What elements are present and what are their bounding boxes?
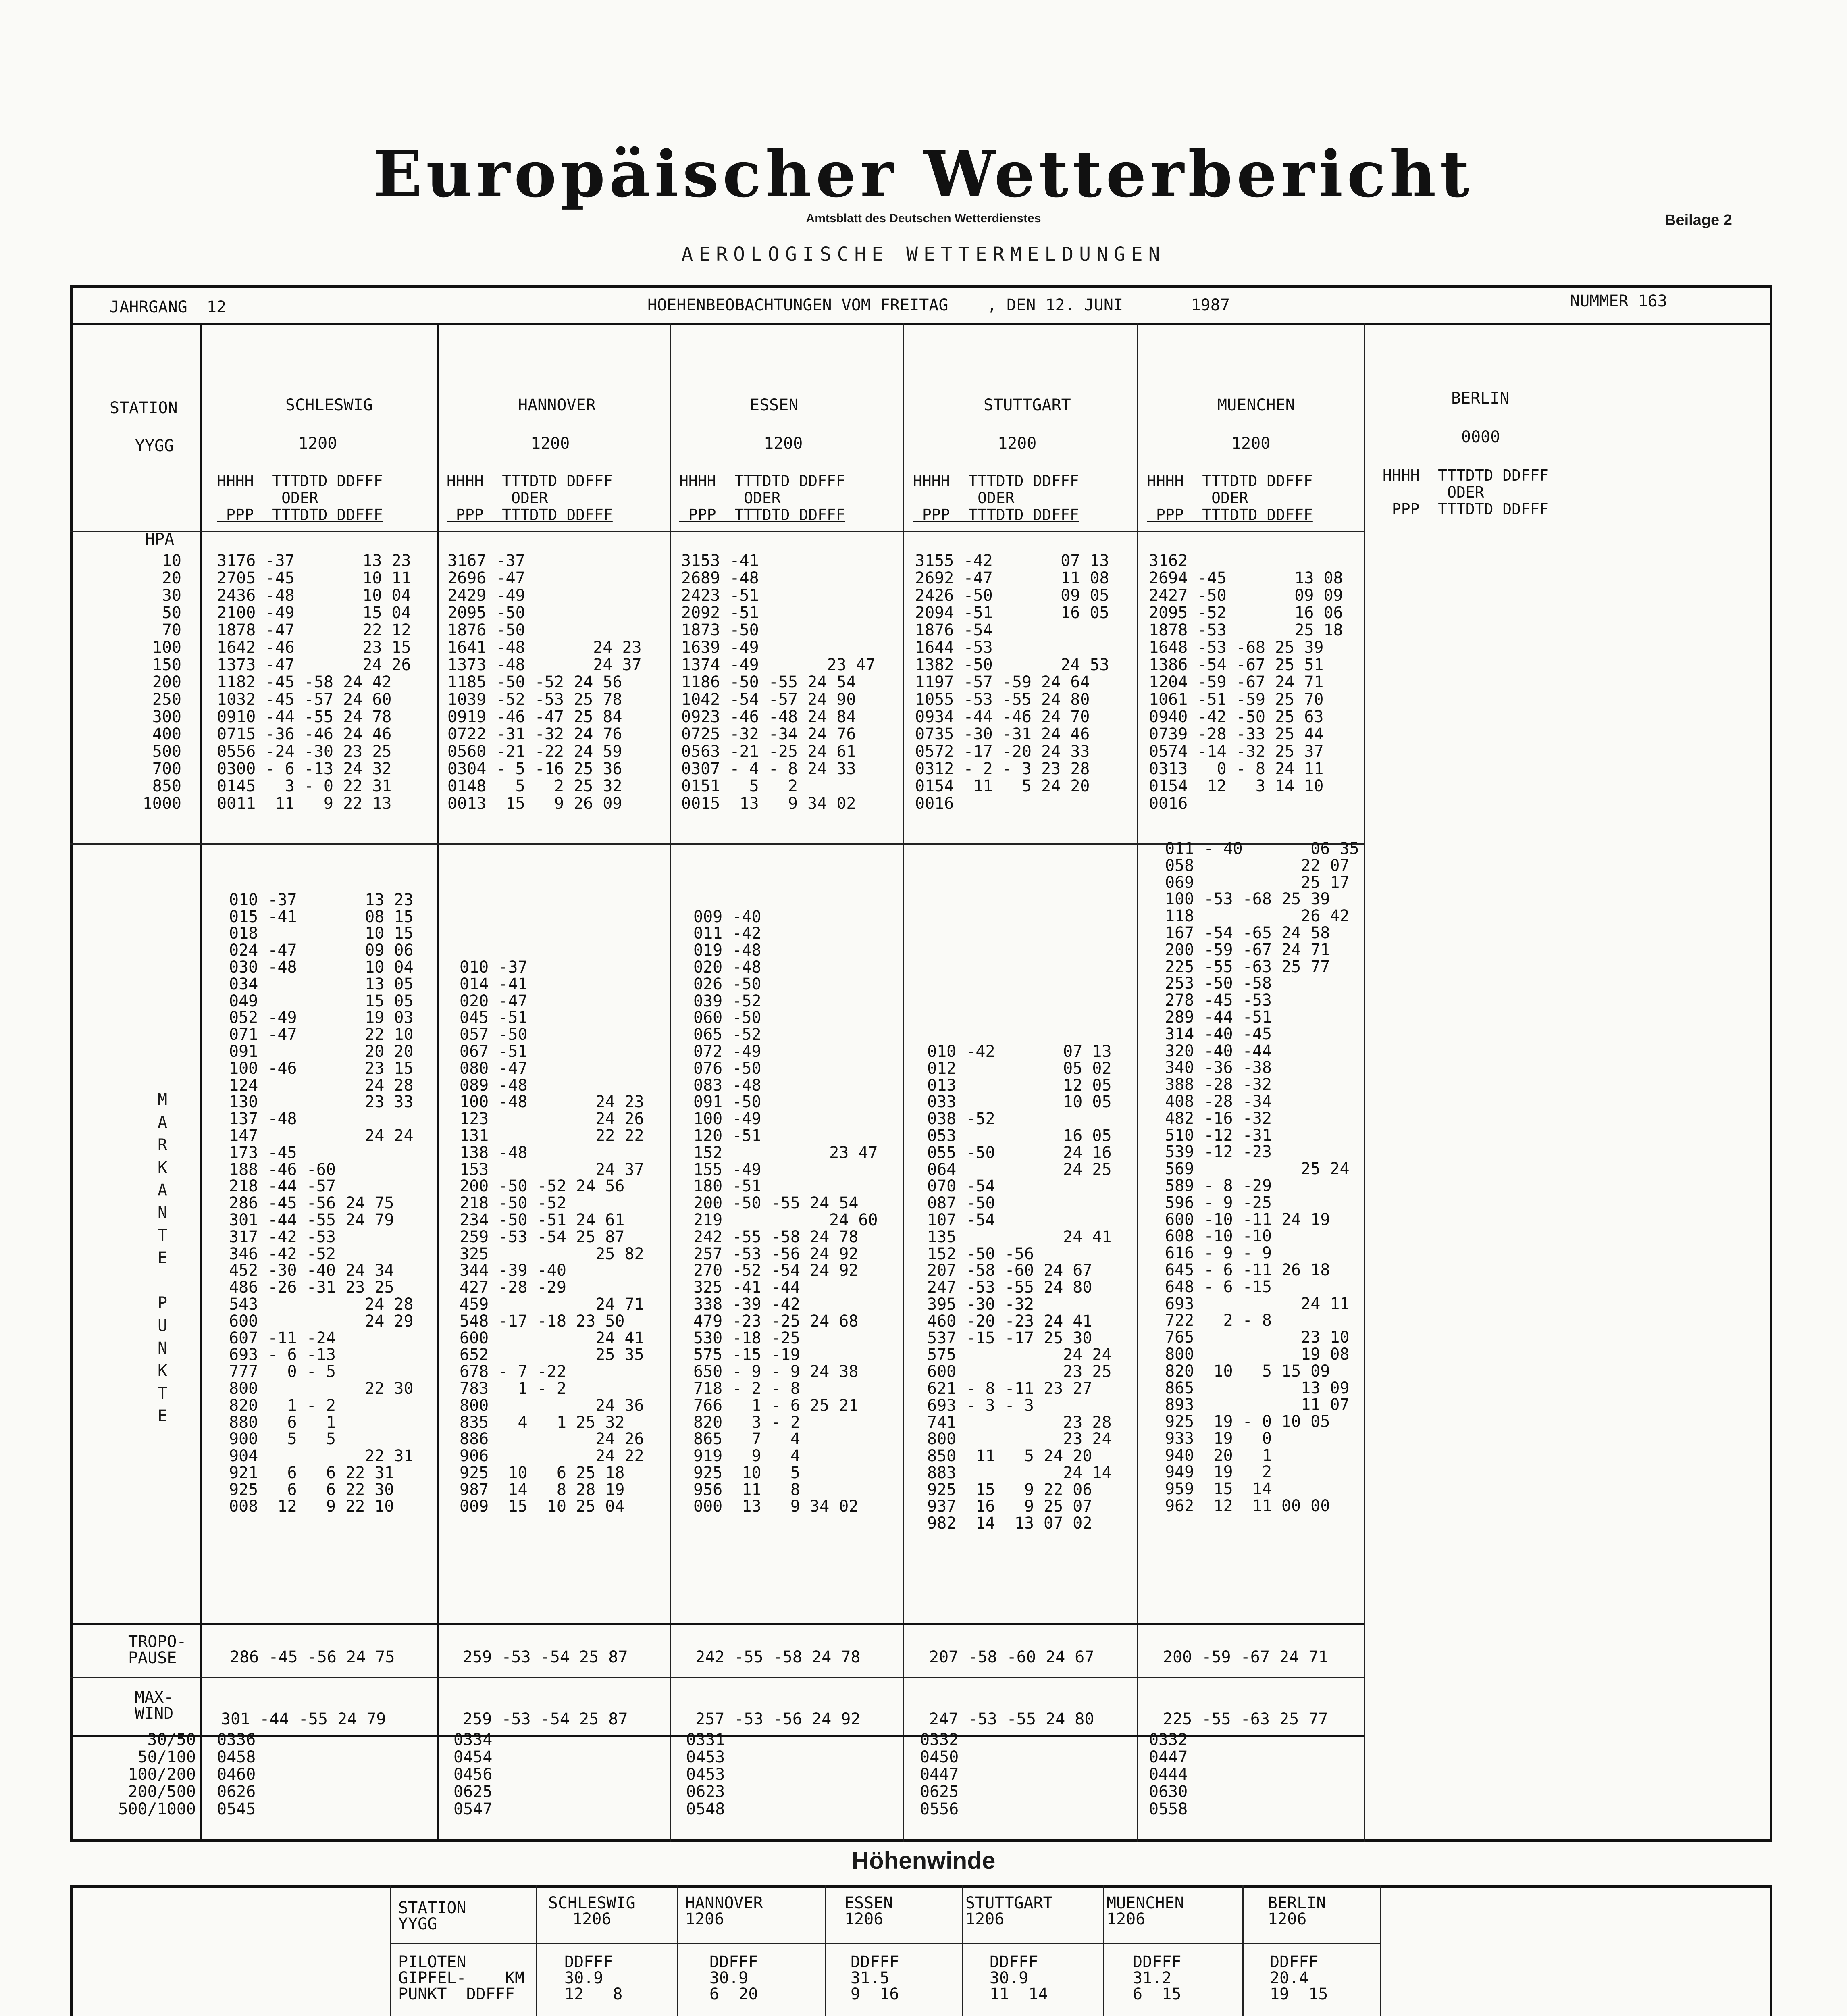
hw-piloten-essen: DDFFF 31.5 9 16 <box>851 1953 899 2004</box>
markante-data-schleswig: 010 -37 13 23 015 -41 08 15 018 10 15 024 -47 09 06 030 -48 10 04 034 13 05 049 15 05 052 -49 19 03 071 -47 22 10 091 20 20 100 -46 23 15 124 24 28 130 23 33 137 -48 147 24 24 173 -45 188 -46 -60 218 -44 -57 286 -45 -56 24 75 301 -44 -55 24 79 317 -42 -53 346 -42 -52 452 -30 -40 24 34 486 -26 -31 23 25 543 24 28 600 24 29 607 -11 -24 693 - 6 -13 777 0 - 5 800 22 30 820 1 - 2 880 6 1 900 5 5 904 22 31 921 6 6 22 31 925 6 6 22 30 008 12 9 22 10 <box>229 890 414 1516</box>
shear-data-muenchen: 0332 0447 0444 0630 0558 <box>1149 1731 1188 1818</box>
col-divider <box>1137 323 1138 1842</box>
col-head-3: PPP TTTDTD DDFFF <box>1383 500 1549 518</box>
tropo-data-essen: 242 -55 -58 24 78 <box>695 1648 861 1666</box>
markante-punkte-label: M A R K A N T E P U N K T E <box>157 1091 168 1425</box>
col-head-2: ODER <box>447 489 548 507</box>
station-name-muenchen: MUENCHEN <box>1217 396 1295 414</box>
hw-piloten-stuttgart: DDFFF 30.9 11 14 <box>990 1953 1048 2004</box>
col-head-3: PPP TTTDTD DDFFF <box>1147 506 1313 524</box>
col-head-1: HHHH TTTDTD DDFFF <box>679 472 845 490</box>
hw-piloten-berlin: DDFFF 20.4 19 15 <box>1270 1953 1328 2004</box>
standard-data-hannover: 3167 -37 2696 -47 2429 -49 2095 -50 1876 -50 1641 -48 24 23 1373 -48 24 37 1185 -50 -52 24 56 1039 -52 -53 25 78 0919 -46 -47 25 84 0722 -31 -32 24 76 0560 -21 -22 24 59 0304 - 5 -16 25 36 0148 5 2 25 32 0013 15 9 26 09 <box>447 552 642 813</box>
tropo-rule <box>70 1677 1364 1678</box>
hw-col-divider <box>536 1885 537 2016</box>
col-head-1: HHHH TTTDTD DDFFF <box>1383 467 1549 484</box>
col-head-2: ODER <box>217 489 318 507</box>
hw-station-stuttgart: STUTTGART 1206 <box>965 1894 1053 1929</box>
markante-data-hannover: 010 -37 014 -41 020 -47 045 -51 057 -50 067 -51 080 -47 089 -48 100 -48 24 23 123 24 26 131 22 22 138 -48 153 24 37 200 -50 -52 24 56 218 -50 -52 234 -50 -51 24 61 259 -53 -54 25 87 325 25 82 344 -39 -40 427 -28 -29 459 24 71 548 -17 -18 23 50 600 24 41 652 25 35 678 - 7 -22 783 1 - 2 800 24 36 835 4 1 25 32 886 24 26 906 24 22 925 10 6 25 18 987 14 8 28 19 009 15 10 25 04 <box>460 958 644 1516</box>
station-name-hannover: HANNOVER <box>518 396 596 414</box>
document-title: Europäischer Wetterbericht <box>373 137 1474 212</box>
hw-col-divider <box>1380 1885 1381 2016</box>
col-divider <box>670 323 671 1842</box>
yygg-label: YYGG <box>135 437 174 455</box>
hpa-label: HPA <box>145 530 175 549</box>
col-divider <box>200 323 202 1842</box>
standard-data-schleswig: 3176 -37 13 23 2705 -45 10 11 2436 -48 10 04 2100 -49 15 04 1878 -47 22 12 1642 -46 23 15 1373 -47 24 26 1182 -45 -58 24 42 1032 -45 -57 24 60 0910 -44 -55 24 78 0715 -36 -46 24 46 0556 -24 -30 23 25 0300 - 6 -13 24 32 0145 3 - 0 22 31 0011 11 9 22 13 <box>217 552 411 813</box>
shear-data-stuttgart: 0332 0450 0447 0625 0556 <box>920 1731 959 1818</box>
col-head-2: ODER <box>913 489 1015 507</box>
hw-piloten-hannover: DDFFF 30.9 6 20 <box>709 1953 758 2004</box>
col-head-2: ODER <box>1147 489 1248 507</box>
maxwind-data-muenchen: 225 -55 -63 25 77 <box>1163 1710 1328 1729</box>
shear-data-essen: 0331 0453 0453 0623 0548 <box>686 1731 725 1818</box>
col-head-3: PPP TTTDTD DDFFF <box>217 506 383 524</box>
hw-header-rule <box>390 1943 1380 1944</box>
col-head-3: PPP TTTDTD DDFFF <box>447 506 613 524</box>
col-head-1: HHHH TTTDTD DDFFF <box>447 472 613 490</box>
station-time-berlin: 0000 <box>1461 428 1500 446</box>
markante-data-muenchen: 011 - 40 06 35 058 22 07 069 25 17 100 -53 -68 25 39 118 26 42 167 -54 -65 24 58 200 -59 -67 24 71 225 -55 -63 25 77 253 -50 -58 278 -45 -53 289 -44 -51 314 -40 -45 320 -40 -44 340 -36 -38 388 -28 -32 408 -28 -34 482 -16 -32 510 -12 -31 539 -12 -23 569 25 24 589 - 8 -29 596 - 9 -25 600 -10 -11 24 19 608 -10 -10 616 - 9 - 9 645 - 6 -11 26 18 648 - 6 -15 693 24 11 722 2 - 8 765 23 10 800 19 08 820 10 5 15 09 865 13 09 893 11 07 925 19 - 0 10 05 933 19 0 940 20 1 949 19 2 959 15 14 962 12 11 00 00 <box>1165 839 1359 1516</box>
hw-piloten-schleswig: DDFFF 30.9 12 8 <box>564 1953 623 2004</box>
hw-piloten-muenchen: DDFFF 31.2 6 15 <box>1133 1953 1181 2004</box>
hw-station-label: STATION YYGG <box>398 1899 466 1933</box>
col-head-1: HHHH TTTDTD DDFFF <box>1147 472 1313 490</box>
jahrgang-label: JAHRGANG 12 <box>110 298 226 317</box>
hw-col-divider <box>825 1885 826 2016</box>
section-heading: AEROLOGISCHE WETTERMELDUNGEN <box>681 243 1166 266</box>
hw-station-essen: ESSEN 1206 <box>844 1894 893 1929</box>
maxwind-data-schleswig: 301 -44 -55 24 79 <box>221 1710 386 1729</box>
maxwind-data-essen: 257 -53 -56 24 92 <box>695 1710 861 1729</box>
document-subtitle: Amtsblatt des Deutschen Wetterdienstes <box>806 212 1041 225</box>
shear-data-hannover: 0334 0454 0456 0625 0547 <box>453 1731 493 1818</box>
tropopause-label: TROPO- PAUSE <box>128 1633 187 1667</box>
station-name-berlin: BERLIN <box>1451 389 1510 408</box>
maxwind-data-stuttgart: 247 -53 -55 24 80 <box>929 1710 1094 1729</box>
station-time-hannover: 1200 <box>531 434 570 453</box>
hw-station-berlin: BERLIN 1206 <box>1268 1894 1326 1929</box>
hw-station-schleswig: SCHLESWIG 1206 <box>548 1894 636 1929</box>
station-time-muenchen: 1200 <box>1231 434 1271 453</box>
standard-data-essen: 3153 -41 2689 -48 2423 -51 2092 -51 1873 -50 1639 -49 1374 -49 23 47 1186 -50 -55 24 54 1042 -54 -57 24 90 0923 -46 -48 24 84 0725 -32 -34 24 76 0563 -21 -25 24 61 0307 - 4 - 8 24 33 0151 5 2 0015 13 9 34 02 <box>681 552 876 813</box>
col-head-1: HHHH TTTDTD DDFFF <box>913 472 1079 490</box>
col-head-3: PPP TTTDTD DDFFF <box>913 506 1079 524</box>
shear-labels: 30/50 50/100 100/200 200/500 500/1000 <box>118 1731 196 1818</box>
supplement-label: Beilage 2 <box>1665 212 1732 229</box>
number-label: NUMMER 163 <box>1570 292 1667 310</box>
hw-col-divider <box>677 1885 678 2016</box>
tropo-data-schleswig: 286 -45 -56 24 75 <box>230 1648 395 1666</box>
tropo-data-muenchen: 200 -59 -67 24 71 <box>1163 1648 1328 1666</box>
hw-col-divider <box>390 1885 391 2016</box>
col-head-1: HHHH TTTDTD DDFFF <box>217 472 383 490</box>
hw-col-divider <box>1103 1885 1104 2016</box>
tropo-data-stuttgart: 207 -58 -60 24 67 <box>929 1648 1094 1666</box>
station-name-schleswig: SCHLESWIG <box>285 396 373 414</box>
col-head-2: ODER <box>679 489 781 507</box>
hoehenwinde-title: Höhenwinde <box>851 1847 996 1874</box>
col-divider <box>903 323 904 1842</box>
station-name-essen: ESSEN <box>750 396 799 414</box>
shear-data-schleswig: 0336 0458 0460 0626 0545 <box>217 1731 256 1818</box>
station-time-stuttgart: 1200 <box>998 434 1037 453</box>
markante-rule <box>70 1623 1364 1625</box>
col-head-2: ODER <box>1383 483 1484 501</box>
markante-data-stuttgart: 010 -42 07 13 012 05 02 013 12 05 033 10 05 038 -52 053 16 05 055 -50 24 16 064 24 25 070 -54 087 -50 107 -54 135 24 41 152 -50 -56 207 -58 -60 24 67 247 -53 -55 24 80 395 -30 -32 460 -20 -23 24 41 537 -15 -17 25 30 575 24 24 600 23 25 621 - 8 -11 23 27 693 - 3 - 3 741 23 28 800 23 24 850 11 5 24 20 883 24 14 925 15 9 22 06 937 16 9 25 07 982 14 13 07 02 <box>927 1042 1112 1533</box>
header-rule <box>70 531 1364 532</box>
hw-col-divider <box>1242 1885 1244 2016</box>
hw-col-divider <box>962 1885 963 2016</box>
col-divider <box>1364 323 1365 1842</box>
standard-data-muenchen: 3162 2694 -45 13 08 2427 -50 09 09 2095 -52 16 06 1878 -53 25 18 1648 -53 -68 25 39 1386 -54 -67 25 51 1204 -59 -67 24 71 1061 -51 -59 25 70 0940 -42 -50 25 63 0739 -28 -33 25 44 0574 -14 -32 25 37 0313 0 - 8 24 11 0154 12 3 14 10 0016 <box>1149 552 1343 813</box>
station-name-stuttgart: STUTTGART <box>984 396 1071 414</box>
maxwind-label: MAX- WIND <box>135 1688 174 1723</box>
hw-station-muenchen: MUENCHEN 1206 <box>1107 1894 1184 1929</box>
station-time-schleswig: 1200 <box>298 434 337 453</box>
col-head-3: PPP TTTDTD DDFFF <box>679 506 845 524</box>
hw-piloten-label: PILOTEN GIPFEL- KM PUNKT DDFFF <box>398 1953 525 2004</box>
hoehenwinde-table <box>70 1885 1772 2016</box>
standard-data-stuttgart: 3155 -42 07 13 2692 -47 11 08 2426 -50 09 05 2094 -51 16 05 1876 -54 1644 -53 1382 -50 24 53 1197 -57 -59 24 64 1055 -53 -55 24 80 0934 -44 -46 24 70 0735 -30 -31 24 46 0572 -17 -20 24 33 0312 - 2 - 3 23 28 0154 11 5 24 20 0016 <box>915 552 1109 813</box>
observation-label: HOEHENBEOBACHTUNGEN VOM FREITAG , DEN 12. JUNI 1987 <box>647 296 1230 314</box>
meta-divider <box>70 323 1772 325</box>
tropo-data-hannover: 259 -53 -54 25 87 <box>463 1648 628 1666</box>
maxwind-data-hannover: 259 -53 -54 25 87 <box>463 1710 628 1729</box>
markante-data-essen: 009 -40 011 -42 019 -48 020 -48 026 -50 039 -52 060 -50 065 -52 072 -49 076 -50 083 -48 091 -50 100 -49 120 -51 152 23 47 155 -49 180 -51 200 -50 -55 24 54 219 24 60 242 -55 -58 24 78 257 -53 -56 24 92 270 -52 -54 24 92 325 -41 -44 338 -39 -42 479 -23 -25 24 68 530 -18 -25 575 -15 -19 650 - 9 - 9 24 38 718 - 2 - 8 766 1 - 6 25 21 820 3 - 2 865 7 4 919 9 4 925 10 5 956 11 8 000 13 9 34 02 <box>693 907 878 1516</box>
station-time-essen: 1200 <box>764 434 803 453</box>
pressure-levels: 10 20 30 50 70 100 150 200 250 300 400 500 700 850 1000 <box>142 552 181 813</box>
col-divider <box>437 323 439 1842</box>
hw-station-hannover: HANNOVER 1206 <box>685 1894 763 1929</box>
station-label: STATION <box>110 399 178 417</box>
